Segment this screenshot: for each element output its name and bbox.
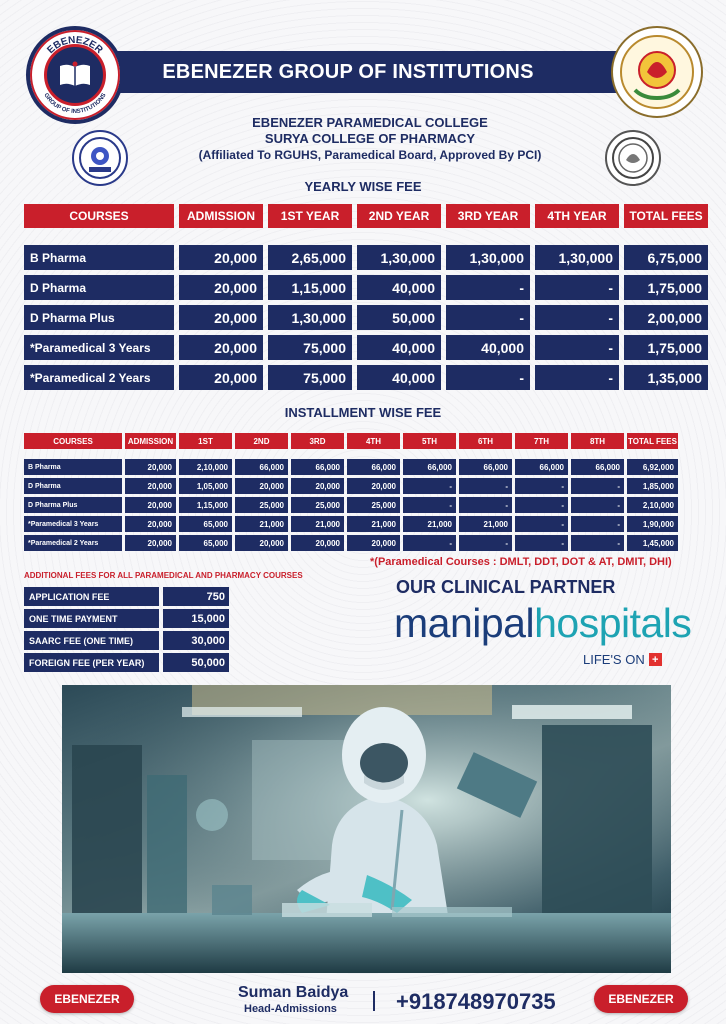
installment-cell: - bbox=[571, 478, 624, 494]
fee-cell: 20,000 bbox=[179, 275, 263, 300]
ebenezer-button-left[interactable]: EBENEZER bbox=[40, 985, 134, 1013]
installment-header-cell: 8TH bbox=[571, 433, 624, 449]
fee-cell: 40,000 bbox=[446, 335, 530, 360]
installment-cell: - bbox=[403, 535, 456, 551]
installment-cell: 20,000 bbox=[125, 516, 176, 532]
fee-cell: 1,30,000 bbox=[357, 245, 441, 270]
pci-emblem-icon bbox=[611, 136, 655, 180]
course-name: B Pharma bbox=[24, 245, 174, 270]
lab-scene-illustration bbox=[62, 685, 671, 973]
installment-cell: 21,000 bbox=[235, 516, 288, 532]
fee-cell: 50,000 bbox=[357, 305, 441, 330]
course-name: *Paramedical 3 Years bbox=[24, 516, 122, 532]
yearly-header-cell: TOTAL FEES bbox=[624, 204, 708, 228]
installment-table-row bbox=[24, 516, 708, 532]
installment-cell: 1,15,000 bbox=[179, 497, 232, 513]
fee-label: ONE TIME PAYMENT bbox=[24, 609, 159, 628]
college-name-2: SURYA COLLEGE OF PHARMACY bbox=[264, 131, 476, 146]
pci-logo bbox=[605, 130, 661, 186]
installment-cell: 1,85,000 bbox=[627, 478, 678, 494]
rguhs-seal bbox=[611, 26, 703, 118]
header-title: EBENEZER GROUP OF INSTITUTIONS bbox=[162, 60, 534, 83]
plus-icon: + bbox=[649, 653, 662, 666]
installment-cell: 20,000 bbox=[125, 478, 176, 494]
installment-cell: - bbox=[515, 478, 568, 494]
installment-cell: 1,05,000 bbox=[179, 478, 232, 494]
additional-fees-title: ADDITIONAL FEES FOR ALL PARAMEDICAL AND PHARMACY COURSES bbox=[24, 571, 303, 580]
installment-table-row bbox=[24, 459, 708, 475]
contact-name: Suman Baidya bbox=[238, 984, 349, 1001]
fee-amount: 30,000 bbox=[163, 631, 229, 650]
installment-cell: 20,000 bbox=[125, 459, 176, 475]
fee-cell: - bbox=[535, 275, 619, 300]
fee-cell: 1,30,000 bbox=[268, 305, 352, 330]
tagline-text: LIFE'S ON bbox=[583, 652, 645, 667]
installment-table-row bbox=[24, 478, 708, 494]
installment-cell: - bbox=[571, 535, 624, 551]
paramedical-logo bbox=[72, 130, 128, 186]
additional-fee-row bbox=[24, 587, 229, 606]
installment-cell: 21,000 bbox=[403, 516, 456, 532]
installment-cell: 20,000 bbox=[125, 497, 176, 513]
fee-cell: 20,000 bbox=[179, 305, 263, 330]
installment-cell: 2,10,000 bbox=[627, 497, 678, 513]
fee-amount: 15,000 bbox=[163, 609, 229, 628]
fee-label: SAARC FEE (ONE TIME) bbox=[24, 631, 159, 650]
yearly-header-cell: 3RD YEAR bbox=[446, 204, 530, 228]
brand-hospitals: hospitals bbox=[534, 600, 692, 646]
course-name: *Paramedical 2 Years bbox=[24, 535, 122, 551]
yearly-header-cell: 2ND YEAR bbox=[357, 204, 441, 228]
fee-cell: - bbox=[446, 365, 530, 390]
logo-ring-subtext: GROUP OF INSTITUTIONS bbox=[42, 92, 108, 116]
installment-header-cell: TOTAL FEES bbox=[627, 433, 678, 449]
course-name: D Pharma Plus bbox=[24, 497, 122, 513]
installment-cell: - bbox=[403, 497, 456, 513]
installment-cell: 20,000 bbox=[235, 478, 288, 494]
ebenezer-logo-ring bbox=[26, 26, 124, 124]
yearly-table-row bbox=[24, 365, 708, 390]
installment-header-cell: 3RD bbox=[291, 433, 344, 449]
fee-cell: 40,000 bbox=[357, 275, 441, 300]
fee-cell: 1,30,000 bbox=[446, 245, 530, 270]
fee-cell: 2,00,000 bbox=[624, 305, 708, 330]
yearly-header-cell: COURSES bbox=[24, 204, 174, 228]
fee-cell: 1,75,000 bbox=[624, 335, 708, 360]
paramedical-courses-note: *(Paramedical Courses : DMLT, DDT, DOT & AT, DMIT, DHI) bbox=[370, 556, 672, 568]
installment-cell: 20,000 bbox=[347, 535, 400, 551]
ebenezer-button-right[interactable]: EBENEZER bbox=[594, 985, 688, 1013]
fee-cell: - bbox=[446, 275, 530, 300]
course-name: D Pharma bbox=[24, 478, 122, 494]
ebenezer-logo bbox=[26, 26, 124, 124]
installment-header-cell: 4TH bbox=[347, 433, 400, 449]
installment-cell: 21,000 bbox=[459, 516, 512, 532]
fee-cell: 40,000 bbox=[357, 365, 441, 390]
installment-cell: 20,000 bbox=[291, 478, 344, 494]
svg-text:GROUP OF INSTITUTIONS bbox=[42, 92, 107, 115]
fee-cell: 20,000 bbox=[179, 245, 263, 270]
installment-cell: 6,92,000 bbox=[627, 459, 678, 475]
yearly-table-row bbox=[24, 335, 708, 360]
installment-cell: 2,10,000 bbox=[179, 459, 232, 475]
yearly-header-cell: ADMISSION bbox=[179, 204, 263, 228]
installment-cell: 66,000 bbox=[515, 459, 568, 475]
fee-cell: 20,000 bbox=[179, 365, 263, 390]
fee-cell: 75,000 bbox=[268, 365, 352, 390]
fee-cell: - bbox=[535, 365, 619, 390]
college-info bbox=[150, 115, 590, 163]
partner-tagline bbox=[583, 652, 662, 667]
installment-table-header bbox=[24, 433, 708, 449]
fee-cell: 1,35,000 bbox=[624, 365, 708, 390]
yearly-table-row bbox=[24, 245, 708, 270]
paramedical-emblem-icon bbox=[78, 136, 122, 180]
installment-cell: 66,000 bbox=[291, 459, 344, 475]
installment-cell: 25,000 bbox=[347, 497, 400, 513]
seal-icon bbox=[617, 32, 697, 112]
brand-manipal: manipal bbox=[394, 600, 535, 646]
installment-cell: 20,000 bbox=[235, 535, 288, 551]
installment-cell: - bbox=[515, 535, 568, 551]
course-name: *Paramedical 3 Years bbox=[24, 335, 174, 360]
course-name: D Pharma bbox=[24, 275, 174, 300]
installment-cell: 20,000 bbox=[291, 535, 344, 551]
installment-header-cell: 6TH bbox=[459, 433, 512, 449]
installment-cell: 25,000 bbox=[291, 497, 344, 513]
fee-cell: 1,30,000 bbox=[535, 245, 619, 270]
installment-cell: 21,000 bbox=[347, 516, 400, 532]
college-name-1: EBENEZER PARAMEDICAL COLLEGE bbox=[252, 115, 488, 130]
installment-cell: 66,000 bbox=[403, 459, 456, 475]
installment-cell: 20,000 bbox=[347, 478, 400, 494]
installment-cell: 66,000 bbox=[459, 459, 512, 475]
additional-fee-row bbox=[24, 653, 229, 672]
manipal-hospitals-logo bbox=[394, 600, 691, 647]
course-name: *Paramedical 2 Years bbox=[24, 365, 174, 390]
installment-cell: - bbox=[571, 516, 624, 532]
installment-header-cell: COURSES bbox=[24, 433, 122, 449]
yearly-table-row bbox=[24, 305, 708, 330]
installment-fee-title: INSTALLMENT WISE FEE bbox=[284, 405, 442, 420]
installment-cell: 1,90,000 bbox=[627, 516, 678, 532]
contact-phone[interactable]: +918748970735 bbox=[396, 989, 556, 1014]
affiliation-text: (Affiliated To RGUHS, Paramedical Board, Approved By PCI) bbox=[198, 148, 542, 162]
fee-cell: 1,75,000 bbox=[624, 275, 708, 300]
installment-cell: 20,000 bbox=[125, 535, 176, 551]
installment-cell: - bbox=[459, 535, 512, 551]
installment-cell: 65,000 bbox=[179, 516, 232, 532]
installment-table-row bbox=[24, 535, 708, 551]
installment-cell: 25,000 bbox=[235, 497, 288, 513]
installment-cell: 21,000 bbox=[291, 516, 344, 532]
footer-divider bbox=[373, 991, 375, 1011]
fee-label: APPLICATION FEE bbox=[24, 587, 159, 606]
fee-cell: 1,15,000 bbox=[268, 275, 352, 300]
additional-fee-row bbox=[24, 631, 229, 650]
installment-cell: 65,000 bbox=[179, 535, 232, 551]
yearly-fee-title: YEARLY WISE FEE bbox=[304, 179, 422, 194]
installment-cell: 66,000 bbox=[347, 459, 400, 475]
installment-cell: 66,000 bbox=[235, 459, 288, 475]
course-name: B Pharma bbox=[24, 459, 122, 475]
installment-header-cell: 2ND bbox=[235, 433, 288, 449]
header-title-bar bbox=[78, 51, 618, 93]
fee-amount: 750 bbox=[163, 587, 229, 606]
contact-role: Head-Admissions bbox=[244, 1003, 337, 1015]
course-name: D Pharma Plus bbox=[24, 305, 174, 330]
installment-header-cell: 5TH bbox=[403, 433, 456, 449]
fee-cell: 6,75,000 bbox=[624, 245, 708, 270]
svg-text:EBENEZER bbox=[45, 35, 105, 57]
yearly-header-cell: 4TH YEAR bbox=[535, 204, 619, 228]
installment-fee-table bbox=[24, 433, 708, 554]
installment-header-cell: 7TH bbox=[515, 433, 568, 449]
fee-cell: 75,000 bbox=[268, 335, 352, 360]
lab-scientist-photo bbox=[62, 685, 671, 973]
installment-cell: - bbox=[403, 478, 456, 494]
fee-amount: 50,000 bbox=[163, 653, 229, 672]
installment-cell: - bbox=[515, 516, 568, 532]
clinical-partner-title: OUR CLINICAL PARTNER bbox=[396, 577, 616, 597]
fee-cell: 2,65,000 bbox=[268, 245, 352, 270]
yearly-table-row bbox=[24, 275, 708, 300]
yearly-header-cell: 1ST YEAR bbox=[268, 204, 352, 228]
fee-cell: - bbox=[535, 305, 619, 330]
additional-fees-table bbox=[24, 587, 229, 675]
installment-cell: - bbox=[459, 497, 512, 513]
installment-cell: 66,000 bbox=[571, 459, 624, 475]
fee-cell: 40,000 bbox=[357, 335, 441, 360]
yearly-table-header bbox=[24, 204, 708, 228]
fee-label: FOREIGN FEE (PER YEAR) bbox=[24, 653, 159, 672]
installment-cell: - bbox=[571, 497, 624, 513]
installment-header-cell: ADMISSION bbox=[125, 433, 176, 449]
installment-cell: 1,45,000 bbox=[627, 535, 678, 551]
additional-fee-row bbox=[24, 609, 229, 628]
installment-header-cell: 1ST bbox=[179, 433, 232, 449]
installment-cell: - bbox=[459, 478, 512, 494]
fee-cell: 20,000 bbox=[179, 335, 263, 360]
fee-cell: - bbox=[535, 335, 619, 360]
installment-table-row bbox=[24, 497, 708, 513]
logo-ring-text: EBENEZER bbox=[45, 34, 105, 57]
fee-cell: - bbox=[446, 305, 530, 330]
yearly-fee-table bbox=[24, 204, 708, 395]
installment-cell: - bbox=[515, 497, 568, 513]
